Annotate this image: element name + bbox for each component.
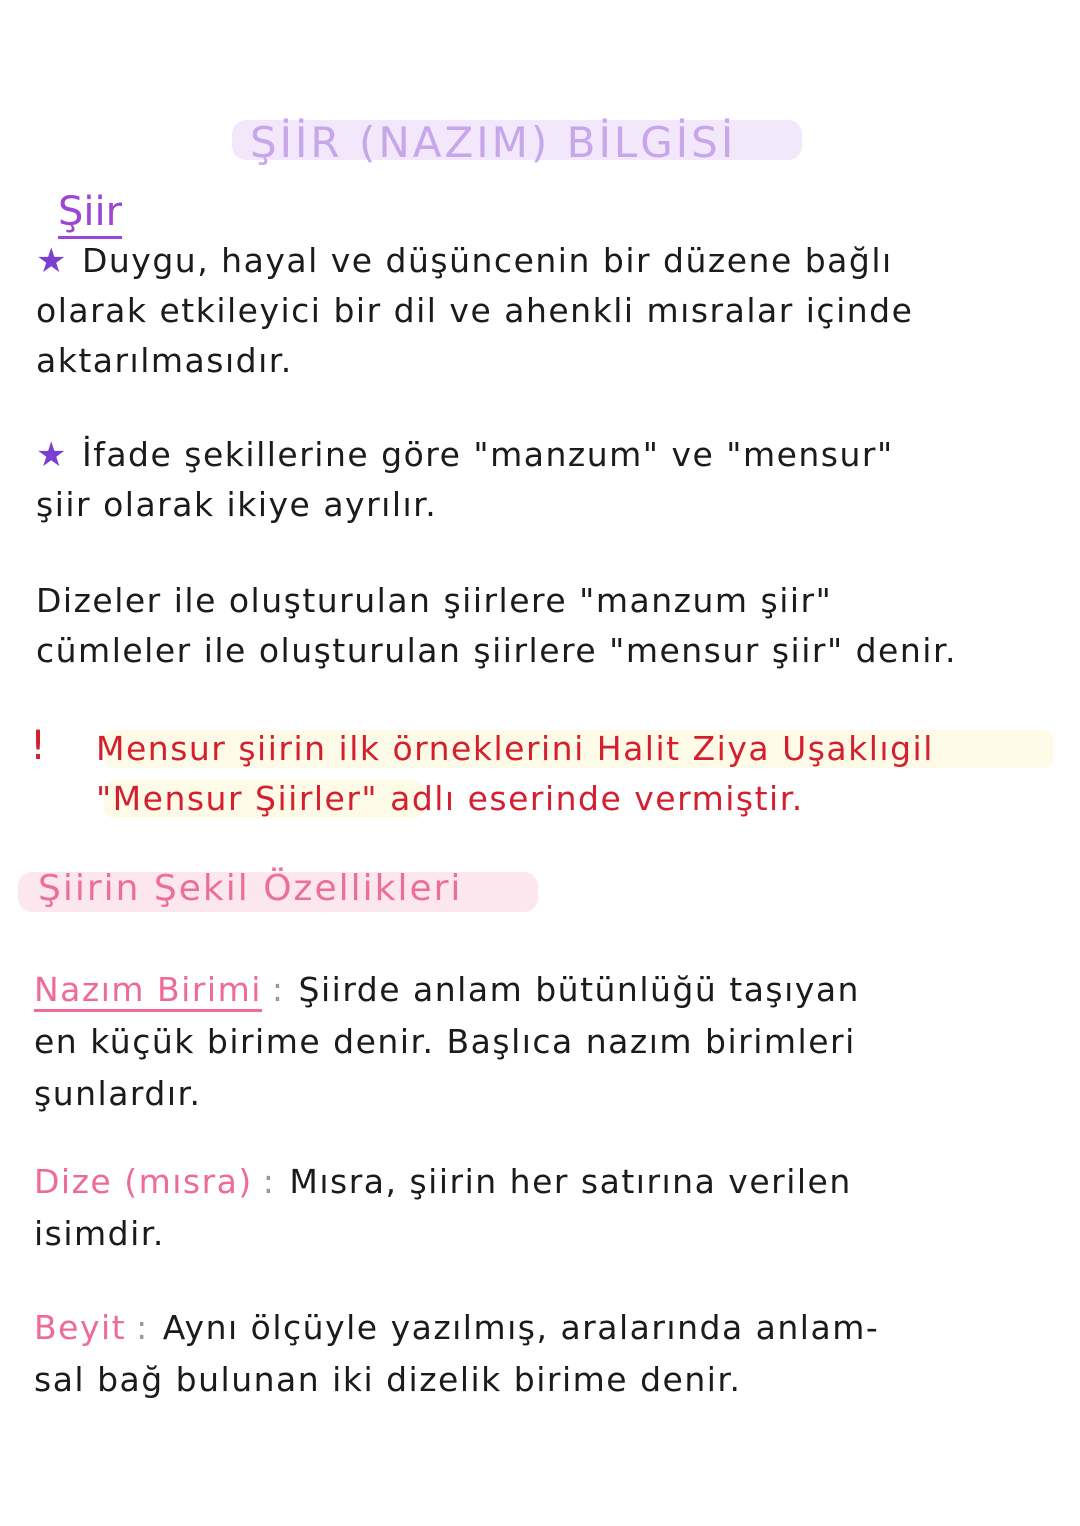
page-title: ŞİİR (NAZIM) BİLGİSİ bbox=[250, 118, 737, 167]
definition-line: Aynı ölçüyle yazılmış, aralarında anlam- bbox=[162, 1308, 880, 1347]
definition-paragraph bbox=[36, 236, 1056, 386]
note-line: "Mensur Şiirler" adlı eserinde vermiştir. bbox=[96, 779, 804, 818]
dize-definition: Dize (mısra) : Mısra, şiirin her satırına verilen isimdir. bbox=[34, 1156, 1054, 1260]
siir-heading: Şiir bbox=[58, 190, 122, 239]
beyit-definition: Beyit : Aynı ölçüyle yazılmış, aralarında anlam- sal bağ bulunan iki dizelik birime denir. bbox=[34, 1302, 1054, 1406]
paragraph-line: cümleler ile oluşturulan şiirlere "mensur şiir" denir. bbox=[36, 631, 957, 670]
definition-line: şunlardır. bbox=[34, 1074, 202, 1113]
definition-line: en küçük birime denir. Başlıca nazım birimleri bbox=[34, 1022, 856, 1061]
paragraph-line: Duygu, hayal ve düşüncenin bir düzene bağlı bbox=[81, 241, 893, 280]
definition-line: Mısra, şiirin her satırına verilen bbox=[289, 1162, 852, 1201]
term-label: Beyit bbox=[34, 1308, 127, 1347]
term-label: Dize (mısra) bbox=[34, 1162, 253, 1201]
paragraph-line: Dizeler ile oluşturulan şiirlere "manzum şiir" bbox=[36, 581, 833, 620]
section-heading: Şiirin Şekil Özellikleri bbox=[38, 868, 463, 909]
paragraph-line: olarak etkileyici bir dil ve ahenkli mısralar içinde bbox=[36, 291, 914, 330]
section-heading-block bbox=[18, 866, 538, 916]
paragraph-line: aktarılmasıdır. bbox=[36, 341, 293, 380]
nazim-birimi-definition: Nazım Birimi : Şiirde anlam bütünlüğü taşıyan en küçük birime denir. Başlıca nazım birimleri şunlardır. bbox=[34, 964, 1054, 1120]
note-line: Mensur şiirin ilk örneklerini Halit Ziya Uşaklıgil bbox=[96, 729, 934, 768]
paragraph-line: İfade şekillerine göre "manzum" ve "mensur" bbox=[81, 435, 894, 474]
definition-line: isimdir. bbox=[34, 1214, 165, 1253]
definition-line: sal bağ bulunan iki dizelik birime denir. bbox=[34, 1360, 742, 1399]
note-text bbox=[96, 724, 934, 824]
manzum-mensur-paragraph bbox=[36, 576, 1056, 676]
page-title-block bbox=[232, 112, 802, 167]
star-icon: ★ bbox=[36, 435, 68, 475]
expression-types-paragraph bbox=[36, 430, 1056, 530]
star-icon: ★ bbox=[36, 241, 68, 281]
term-label: Nazım Birimi bbox=[34, 970, 262, 1012]
important-note bbox=[24, 720, 1074, 820]
warning-icon: ! bbox=[30, 723, 47, 769]
paragraph-line: şiir olarak ikiye ayrılır. bbox=[36, 485, 438, 524]
definition-line: Şiirde anlam bütünlüğü taşıyan bbox=[298, 970, 860, 1009]
